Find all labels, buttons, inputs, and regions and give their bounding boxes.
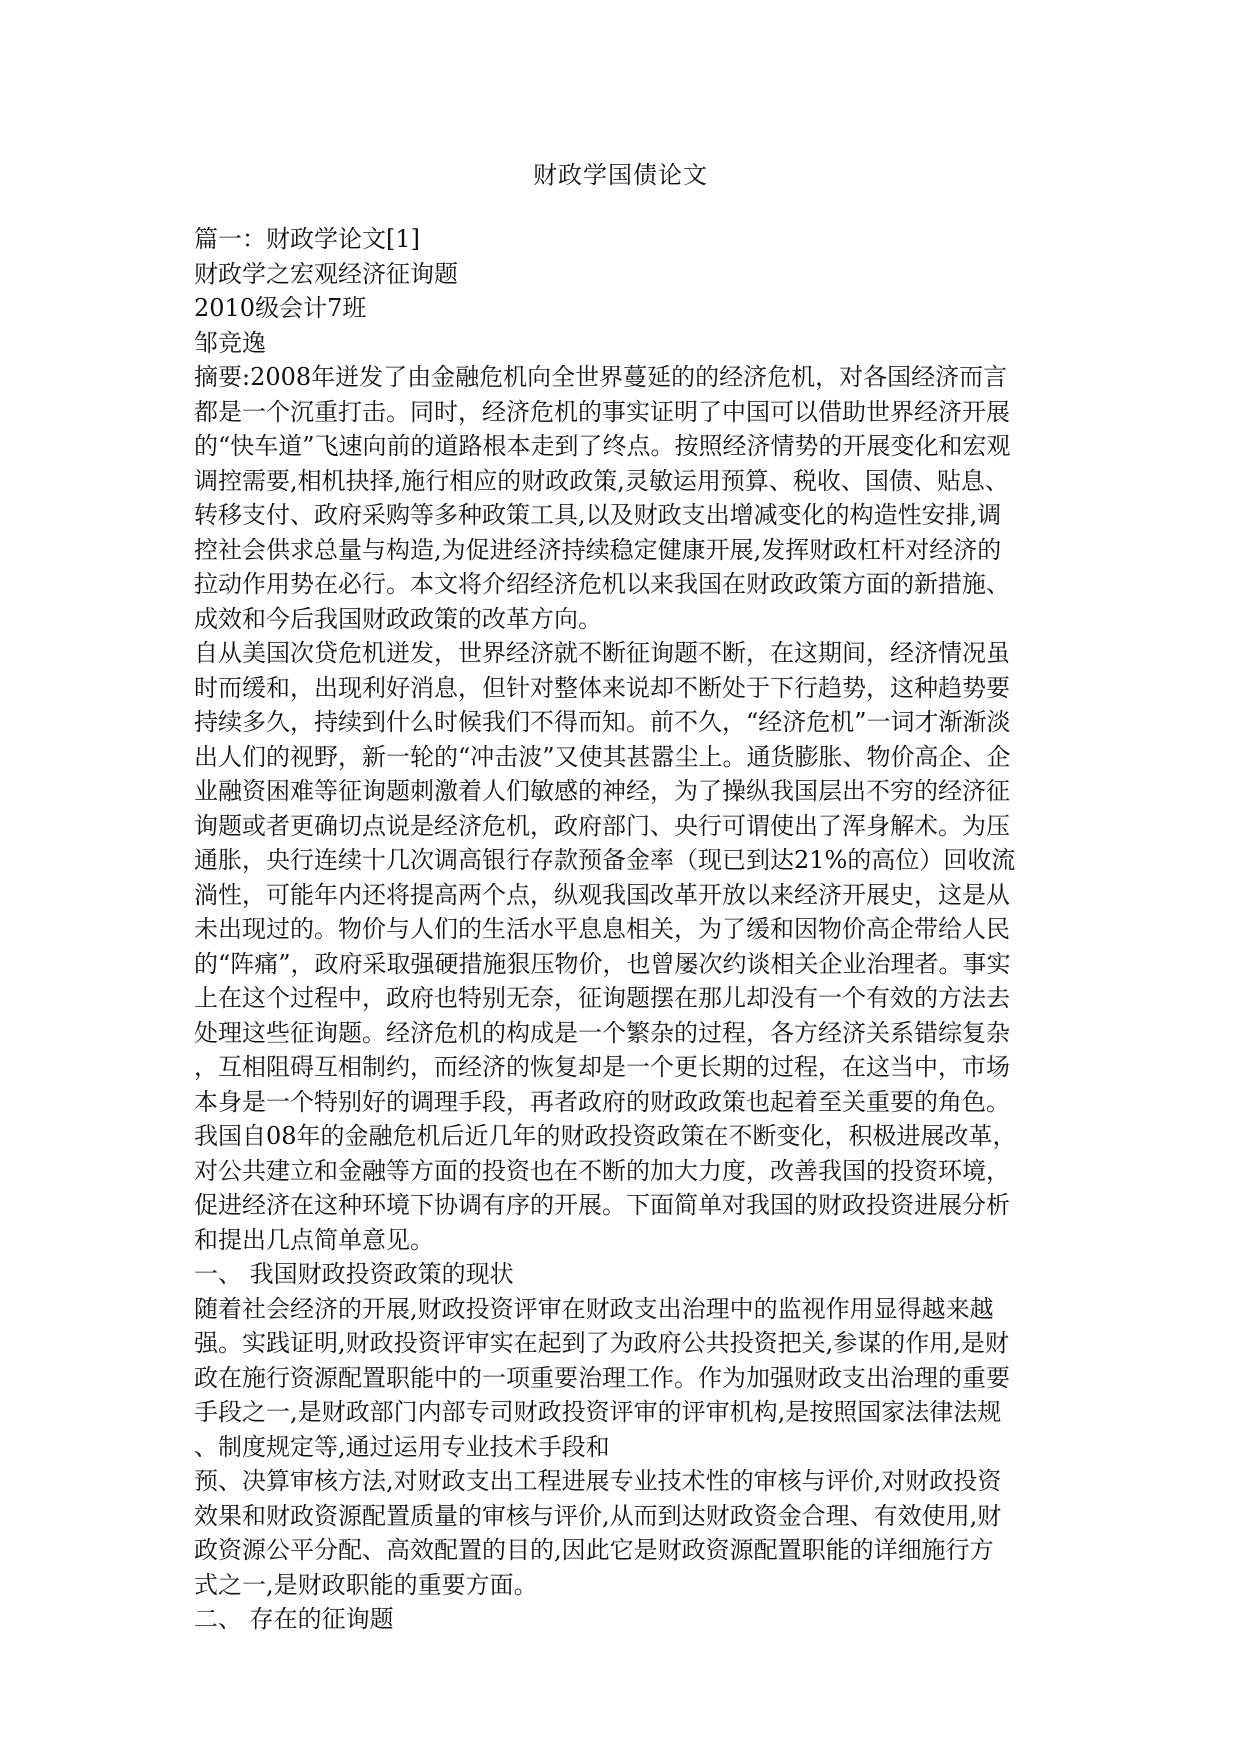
text-line: 对公共建立和金融等方面的投资也在不断的加大力度，改善我国的投资环境， (194, 1156, 1010, 1185)
text-line: 式之一,是财政职能的重要方面。 (194, 1570, 538, 1599)
text-line: 未出现过的。物价与人们的生活水平息息相关，为了缓和因物价高企带给人民 (194, 915, 1010, 943)
text-line: 的“快车道”飞速向前的道路根本走到了终点。按照经济情势的开展变化和宏观 (194, 432, 1011, 460)
text-line: 询题或者更确切点说是经济危机，政府部门、央行可谓使出了浑身解术。为压 (194, 811, 1010, 840)
text-line: 效果和财政资源配置质量的审核与评价,从而到达财政资金合理、有效使用,财 (194, 1501, 1002, 1530)
text-line: 拉动作用势在必行。本文将介绍经济危机以来我国在财政政策方面的新措施、 (194, 570, 1010, 598)
document-body (194, 222, 1044, 1637)
text-line: 预、决算审核方法,对财政支出工程进展专业技术性的审核与评价,对财政投资 (194, 1467, 1002, 1495)
text-line: 成效和今后我国财政政策的改革方向。 (194, 604, 602, 633)
text-line: 政资源公平分配、高效配置的目的,因此它是财政资源配置职能的详细施行方 (194, 1536, 994, 1564)
text-line: 、制度规定等,通过运用专业技术手段和 (194, 1432, 610, 1461)
text-line: 淌性，可能年内还将提高两个点，纵观我国改革开放以来经济开展史，这是从 (194, 880, 1010, 909)
text-line: 篇一：财政学论文[1] (194, 225, 420, 253)
text-line: 一、 我国财政投资政策的现状 (194, 1260, 514, 1288)
text-line: 财政学之宏观经济征询题 (194, 259, 458, 288)
text-line: 强。实践证明,财政投资评审实在起到了为政府公共投资把关,参谋的作用,是财 (194, 1329, 1009, 1357)
text-line: 业融资困难等征询题刺激着人们敏感的神经，为了操纵我国层出不穷的经济征 (194, 777, 1010, 805)
document-title: 财政学国债论文 (533, 161, 708, 189)
text-line: 的“阵痛”，政府采取强硬措施狠压物价，也曾屡次约谈相关企业治理者。事实 (194, 949, 1011, 978)
text-line: 促进经济在这种环境下协调有序的开展。下面简单对我国的财政投资进展分析 (194, 1191, 1010, 1219)
text-line: 我国自08年的金融危机后近几年的财政投资政策在不断变化，积极进展改革， (194, 1122, 1017, 1150)
text-line: 自从美国次贷危机迸发，世界经济就不断征询题不断，在这期间，经济情况虽 (194, 639, 1010, 667)
text-line: 转移支付、政府采购等多种政策工具,以及财政支出增减变化的构造性安排,调 (194, 501, 1002, 529)
text-line: 处理这些征询题。经济危机的构成是一个繁杂的过程，各方经济关系错综复杂 (194, 1018, 1010, 1047)
text-line: 邹竞逸 (194, 328, 266, 357)
text-line: 通胀，央行连续十几次调高银行存款预备金率（现已到达21%的高位）回收流 (194, 846, 1016, 874)
text-line: 都是一个沉重打击。同时，经济危机的事实证明了中国可以借助世界经济开展 (194, 397, 1010, 426)
text-line: 2010级会计7班 (194, 294, 367, 322)
text-line: 上在这个过程中，政府也特别无奈，征询题摆在那儿却没有一个有效的方法去 (194, 984, 1010, 1012)
text-line: 持续多久，持续到什么时候我们不得而知。前不久，“经济危机”一词才渐渐淡 (194, 708, 1011, 736)
text-line: ，互相阻碍互相制约，而经济的恢复却是一个更长期的过程，在这当中，市场 (194, 1053, 1010, 1081)
text-line: 本身是一个特别好的调理手段，再者政府的财政政策也起着至关重要的角色。 (194, 1087, 1010, 1116)
text-line: 和提出几点简单意见。 (194, 1225, 434, 1254)
text-line: 手段之一,是财政部门内部专司财政投资评审的评审机构,是按照国家法律法规 (194, 1398, 1002, 1426)
text-line: 调控需要,相机抉择,施行相应的财政政策,灵敏运用预算、税收、国债、贴息、 (194, 466, 1009, 495)
text-line: 摘要:2008年迸发了由金融危机向全世界蔓延的的经济危机，对各国经济而言 (194, 363, 1008, 391)
text-line: 控社会供求总量与构造,为促进经济持续稳定健康开展,发挥财政杠杆对经济的 (194, 535, 1002, 564)
text-line: 时而缓和，出现利好消息，但针对整体来说却不断处于下行趋势，这种趋势要 (194, 673, 1010, 702)
text-line: 随着社会经济的开展,财政投资评审在财政支出治理中的监视作用显得越来越 (194, 1294, 994, 1323)
text-line: 政在施行资源配置职能中的一项重要治理工作。作为加强财政支出治理的重要 (194, 1363, 1010, 1392)
text-line: 出人们的视野，新一轮的“冲击波”又使其甚嚣尘上。通货膨胀、物价高企、企 (194, 742, 1011, 771)
text-line: 二、 存在的征询题 (194, 1605, 394, 1633)
